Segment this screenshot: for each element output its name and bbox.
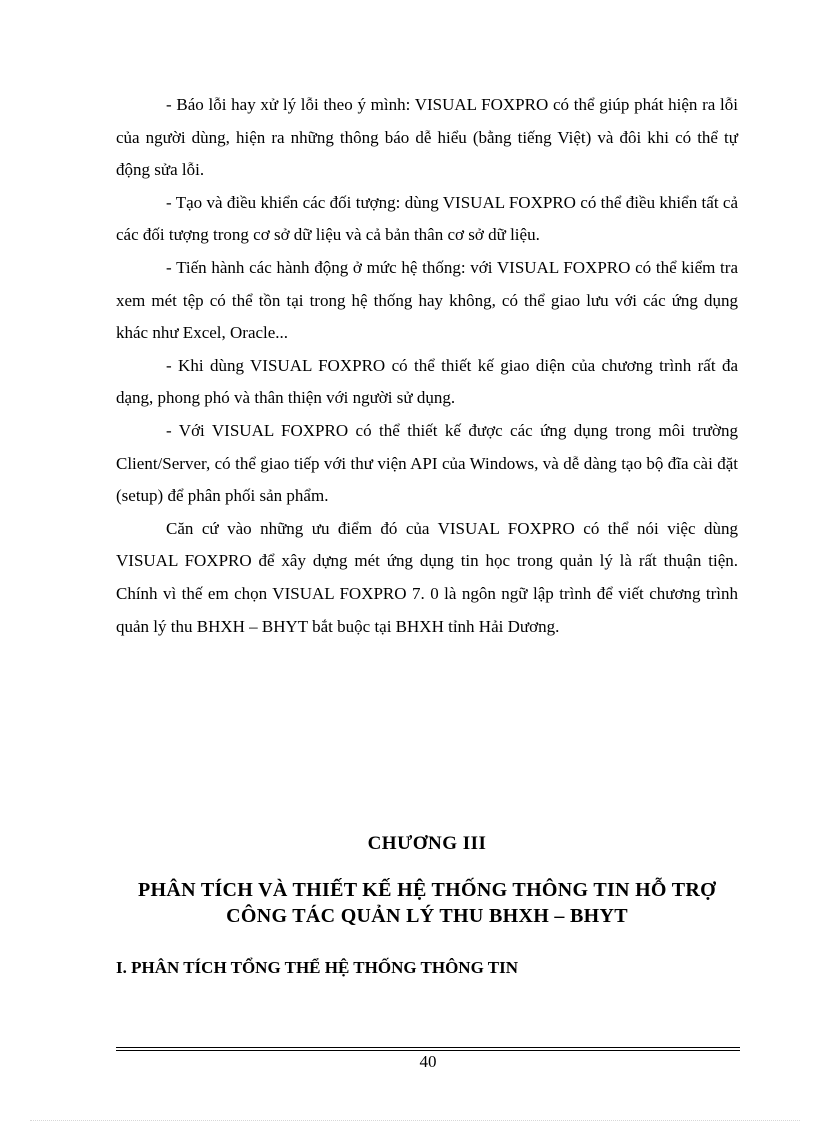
paragraph-client-server: - Với VISUAL FOXPRO có thể thiết kế được các ứng dụng trong môi trường Client/Server, có thể giao tiếp với thư viện API của Windows, và dễ dàng tạo bộ đĩa cài đặt (setup) để phân phối sản phẩm. bbox=[116, 420, 738, 506]
page-number: 40 bbox=[419, 1052, 437, 1071]
paragraph-interface-design: - Khi dùng VISUAL FOXPRO có thể thiết kế giao diện của chương trình rất đa dạng, phong phó và thân thiện với người sử dụng. bbox=[116, 355, 738, 408]
paragraph-object-control: - Tạo và điều khiển các đối tượng: dùng VISUAL FOXPRO có thể điều khiển tất cả các đối tượng trong cơ sở dữ liệu và cả bản thân cơ sở dữ liệu. bbox=[116, 192, 738, 245]
paragraph-error-handling: - Báo lỗi hay xử lý lỗi theo ý mình: VISUAL FOXPRO có thể giúp phát hiện ra lỗi của người dùng, hiện ra những thông báo dễ hiểu (bằng tiếng Việt) và đôi khi có thể tự động sửa lỗi. bbox=[116, 95, 738, 180]
section-heading: I. PHÂN TÍCH TỔNG THỂ HỆ THỐNG THÔNG TIN bbox=[116, 958, 518, 977]
chapter-title-line-2: CÔNG TÁC QUẢN LÝ THU BHXH – BHYT bbox=[226, 905, 628, 927]
paragraph-conclusion: Căn cứ vào những ưu điểm đó của VISUAL FOXPRO có thể nói việc dùng VISUAL FOXPRO để xây dựng mét ứng dụng tin học trong quản lý là rất thuận tiện. Chính vì thế em chọn VISUAL FOXPRO 7. 0 là ngôn ngữ lập trình để viết chương trình quản lý thu BHXH – BHYT bắt buộc tại BHXH tỉnh Hải Dương. bbox=[116, 518, 738, 636]
footer-rule-bottom bbox=[116, 1050, 740, 1051]
paragraph-system-actions: - Tiến hành các hành động ở mức hệ thống: với VISUAL FOXPRO có thể kiểm tra xem mét tệp có thể tồn tại trong hệ thống hay không, có thể giao lưu với các ứng dụng khác như Excel, Oracle... bbox=[116, 257, 738, 343]
page-edge-dots bbox=[30, 1120, 800, 1121]
chapter-number: CHƯƠNG III bbox=[367, 833, 487, 854]
chapter-title-line-1: PHÂN TÍCH VÀ THIẾT KẾ HỆ THỐNG THÔNG TIN HỖ TRỢ bbox=[138, 879, 716, 901]
footer-rule-top bbox=[116, 1047, 740, 1048]
body-text bbox=[116, 89, 738, 643]
chapter-title bbox=[116, 877, 738, 929]
